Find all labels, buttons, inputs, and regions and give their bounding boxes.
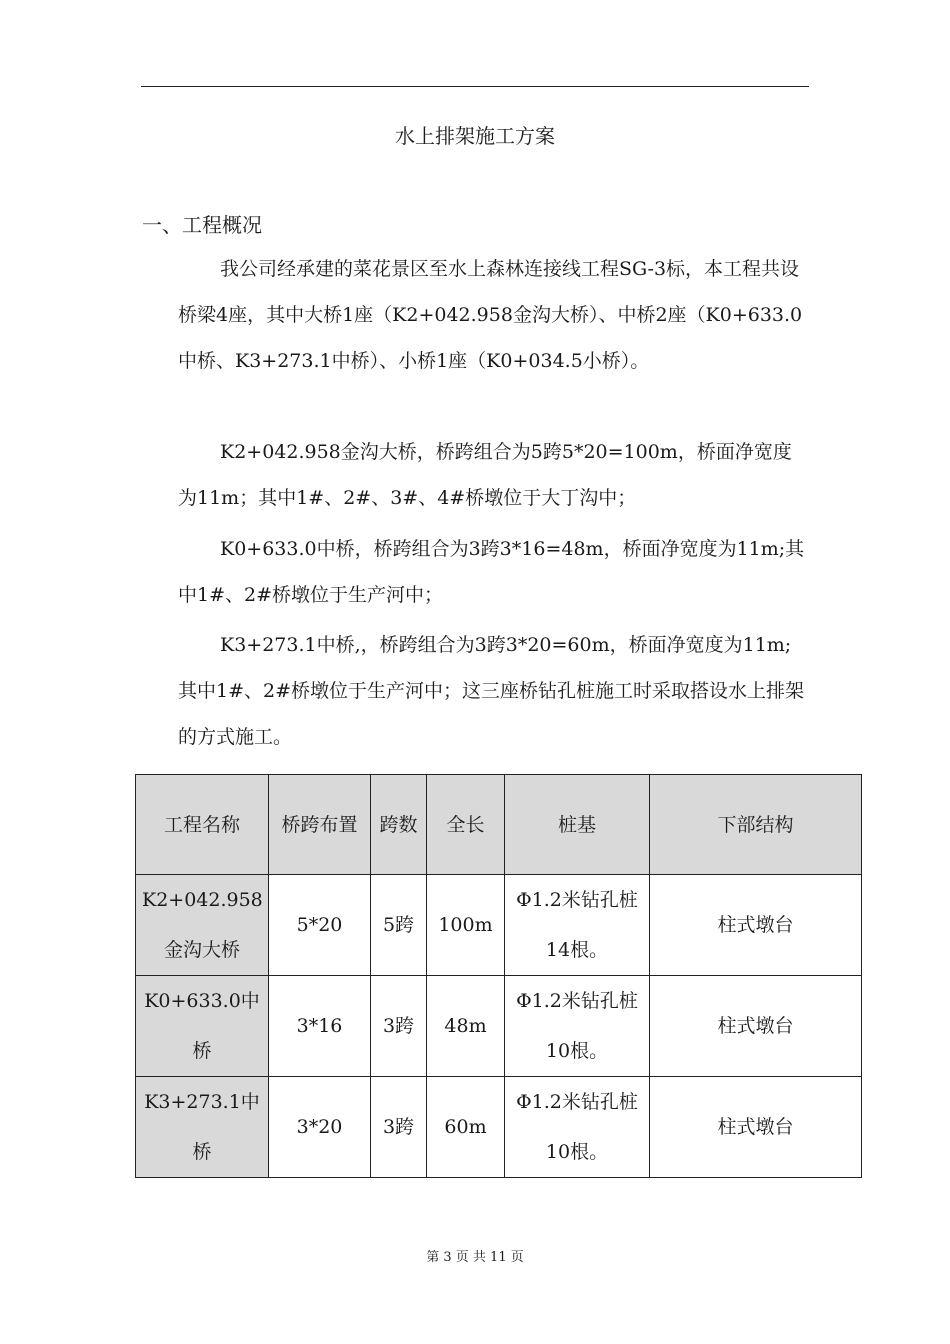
cell-pile-foundation: Φ1.2米钻孔桩14根。 bbox=[505, 875, 650, 976]
cell-substructure: 柱式墩台 bbox=[650, 976, 862, 1077]
header-substructure: 下部结构 bbox=[650, 775, 862, 875]
cell-span-count: 3跨 bbox=[371, 1077, 427, 1178]
cell-span-layout: 3*20 bbox=[269, 1077, 371, 1178]
paragraph-k2-bridge: K2+042.958金沟大桥，桥跨组合为5跨5*20=100m，桥面净宽度为11m；其中1#、2#、3#、4#桥墩位于大丁沟中； bbox=[178, 441, 792, 509]
cell-total-length: 100m bbox=[427, 875, 505, 976]
header-rule bbox=[141, 86, 809, 87]
bridge-summary-table bbox=[135, 774, 862, 1178]
cell-project-name: K3+273.1中桥 bbox=[136, 1077, 269, 1178]
cell-total-length: 60m bbox=[427, 1077, 505, 1178]
cell-substructure: 柱式墩台 bbox=[650, 1077, 862, 1178]
cell-span-count: 5跨 bbox=[371, 875, 427, 976]
paragraph-k3-bridge: K3+273.1中桥,，桥跨组合为3跨3*20=60m，桥面净宽度为11m;其中1#、2#桥墩位于生产河中；这三座桥钻孔桩施工时采取搭设水上排架的方式施工。 bbox=[178, 634, 805, 748]
header-span-count: 跨数 bbox=[371, 775, 427, 875]
section-heading: 一、工程概况 bbox=[142, 213, 262, 237]
cell-span-layout: 3*16 bbox=[269, 976, 371, 1077]
document-title: 水上排架施工方案 bbox=[395, 124, 555, 148]
table-row bbox=[136, 875, 862, 976]
cell-pile-foundation: Φ1.2米钻孔桩10根。 bbox=[505, 976, 650, 1077]
header-total-length: 全长 bbox=[427, 775, 505, 875]
cell-total-length: 48m bbox=[427, 976, 505, 1077]
paragraph-k0-bridge: K0+633.0中桥，桥跨组合为3跨3*16=48m，桥面净宽度为11m;其中1#、2#桥墩位于生产河中； bbox=[178, 538, 805, 606]
cell-pile-foundation: Φ1.2米钻孔桩10根。 bbox=[505, 1077, 650, 1178]
table-row bbox=[136, 1077, 862, 1178]
cell-substructure: 柱式墩台 bbox=[650, 875, 862, 976]
cell-span-layout: 5*20 bbox=[269, 875, 371, 976]
paragraph-overview: 我公司经承建的菜花景区至水上森林连接线工程SG-3标，本工程共设桥梁4座，其中大桥1座（K2+042.958金沟大桥）、中桥2座（K0+633.0中桥、K3+273.1中桥）、小桥1座（K0+034.5小桥）。 bbox=[178, 258, 803, 372]
table-row bbox=[136, 976, 862, 1077]
cell-project-name: K2+042.958金沟大桥 bbox=[136, 875, 269, 976]
page-footer: 第 3 页 共 11 页 bbox=[426, 1250, 524, 1265]
table-header-row bbox=[136, 775, 862, 875]
cell-project-name: K0+633.0中桥 bbox=[136, 976, 269, 1077]
header-project-name: 工程名称 bbox=[136, 775, 269, 875]
cell-span-count: 3跨 bbox=[371, 976, 427, 1077]
header-pile-foundation: 桩基 bbox=[505, 775, 650, 875]
header-span-layout: 桥跨布置 bbox=[269, 775, 371, 875]
